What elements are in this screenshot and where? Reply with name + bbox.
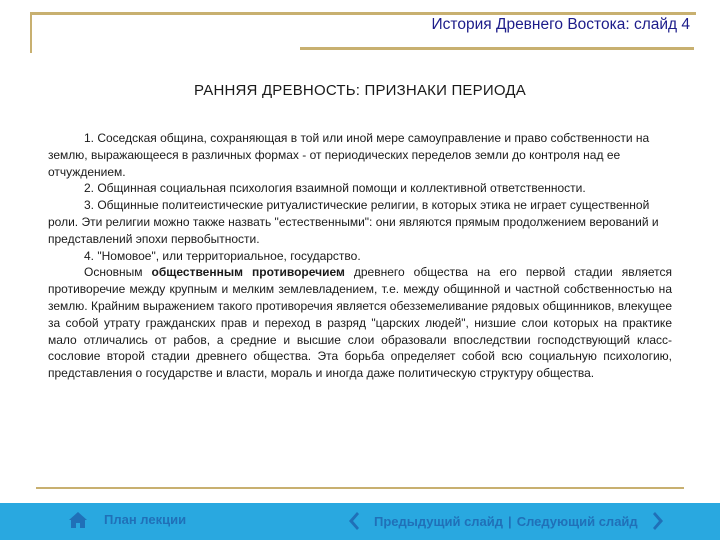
paragraph-5-start: Основным <box>84 265 152 280</box>
lecture-plan-link[interactable]: План лекции <box>104 512 187 527</box>
slide-navigation <box>346 509 666 533</box>
chevron-right-icon[interactable] <box>652 511 666 531</box>
prev-slide-link[interactable]: Предыдущий слайд <box>374 513 504 529</box>
paragraph-5 <box>48 264 672 382</box>
paragraph-3: 3. Общинные политеистические ритуалистические религии, в которых этика не играет существенной роли. Эти религии можно также назвать "естественными": они являются прямым продолжением верований и представлений эпохи первобытности. <box>48 198 659 246</box>
paragraph-4: 4. "Номовое", или территориальное, государство. <box>84 248 361 263</box>
next-slide-link[interactable]: Следующий слайд <box>516 513 638 529</box>
slide-heading: РАННЯЯ ДРЕВНОСТЬ: ПРИЗНАКИ ПЕРИОДА <box>194 82 526 99</box>
header-underline <box>300 47 694 50</box>
chevron-left-icon[interactable] <box>346 511 360 531</box>
home-icon[interactable] <box>68 511 88 529</box>
paragraph-2: 2. Общинная социальная психология взаимной помощи и коллективной ответственности. <box>84 181 586 196</box>
paragraph-5-rest: древнего общества на его первой стадии является противоречие между крупным и мелким землевладением, т.е. между общинной и частной собственностью на землю. Крайним выражением такого противоречия является обезземеливание рядовых общинников, влекущее за собой утрату гражданских прав и переход в разряд "царских людей", низшие слои которых на практике мало отличались от рабов, а средние и высшие слои образовали впоследствии господствующий класс-сословие второй стадии древнего общества. Эта борьба определяет собой всю социальную психологию, представления о государстве и власти, мораль и иногда даже политическую структуру общества. <box>48 265 672 381</box>
slide-body <box>48 130 672 382</box>
footer-rule <box>36 487 684 489</box>
header-title: История Древнего Востока: слайд 4 <box>431 16 690 33</box>
nav-separator: | <box>508 513 512 529</box>
paragraph-5-emphasis: общественным противоречием <box>151 265 345 280</box>
paragraph-1: 1. Соседская община, сохраняющая в той или иной мере самоуправление и право собственности на землю, выражающееся в различных формах - от периодических переделов земли до контроля над ее отчуждением. <box>48 131 650 179</box>
